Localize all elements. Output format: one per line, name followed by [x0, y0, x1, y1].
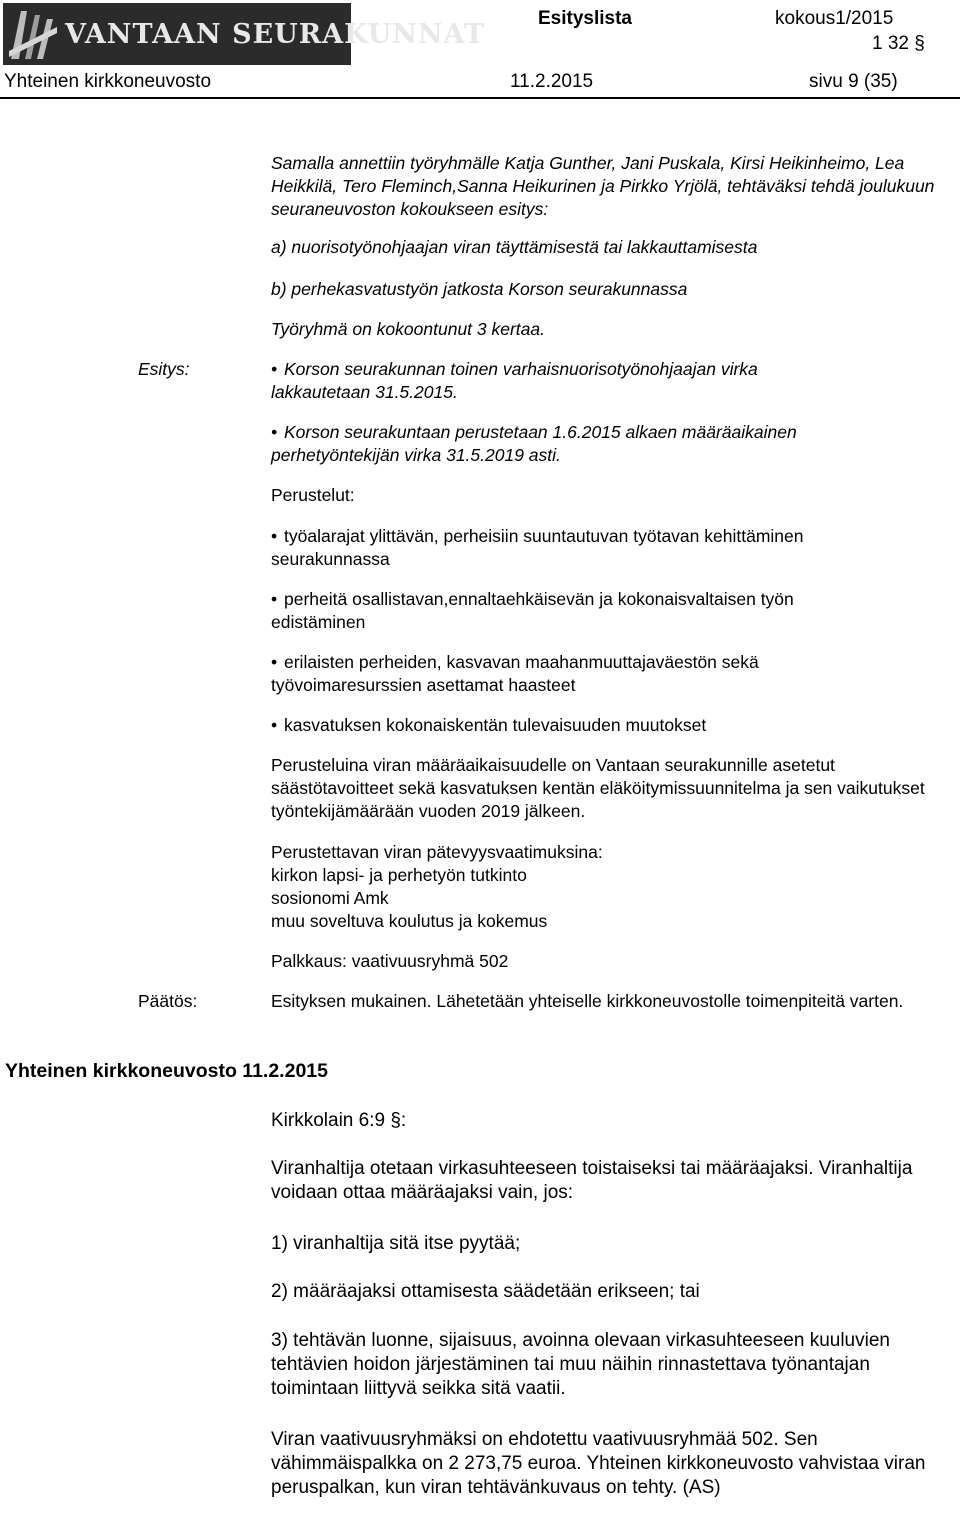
law-condition: 2) määräajaksi ottamisesta säädetään erikseen; tai: [271, 1281, 700, 1302]
requirement-item: muu soveltuva koulutus ja kokemus: [271, 911, 548, 931]
salary-line: Palkkaus: vaativuusryhmä 502: [271, 951, 509, 971]
proposal-bullet: [271, 358, 951, 404]
section-reference: 1 32 §: [872, 33, 925, 54]
proposal-bullet-line: • Korson seurakuntaan perustetaan 1.6.2015 alkaen määräaikainen: [284, 422, 797, 442]
organization-name: Yhteinen kirkkoneuvosto: [4, 71, 212, 92]
proposal-bullet-line: perhetyöntekijän virka 31.5.2019 asti.: [271, 445, 561, 465]
page-number: sivu 9 (35): [809, 71, 898, 92]
requirement-item: sosionomi Amk: [271, 888, 389, 908]
section-heading: Yhteinen kirkkoneuvosto 11.2.2015: [5, 1060, 328, 1082]
grounds-paragraph: Perusteluina viran määräaikaisuudelle on Vantaan seurakunnille asetetut säästötavoitteet sekä kasvatuksen kentän eläköitymissuunnitelma ja sen vaikutukset työntekijämäärään vuoden 2019 jälkeen.: [271, 755, 925, 821]
law-condition: 1) viranhaltija sitä itse pyytää;: [271, 1233, 521, 1254]
church-emblem-icon: [7, 5, 59, 63]
grounds-bullet-line: edistäminen: [271, 612, 366, 632]
grounds-bullet: [271, 525, 951, 571]
decision-label: Päätös:: [138, 991, 198, 1011]
intro-item-b: b) perhekasvatustyön jatkosta Korson seurakunnassa: [271, 279, 688, 299]
requirement-item: kirkon lapsi- ja perhetyön tutkinto: [271, 865, 527, 885]
proposal-bullet-line: • Korson seurakunnan toinen varhaisnuorisotyönohjaajan virka: [284, 359, 758, 379]
document-type: Esityslista: [538, 8, 632, 29]
decision-text: Esityksen mukainen. Lähetetään yhteiselle kirkkoneuvostolle toimenpiteitä varten.: [271, 991, 904, 1011]
intro-paragraph: Samalla annettiin työryhmälle Katja Gunther, Jani Puskala, Kirsi Heikinheimo, Lea Heikkilä, Tero Fleminch,Sanna Heikurinen ja Pirkko Yrjölä, tehtäväksi tehdä joulukuun seuraneuvoston kokoukseen esitys:: [271, 153, 935, 219]
proposal-bullet: [271, 421, 951, 467]
workgroup-note: Työryhmä on kokoontunut 3 kertaa.: [271, 319, 545, 339]
header-divider: [0, 97, 960, 99]
law-paragraph: Viranhaltija otetaan virkasuhteeseen toistaiseksi tai määräajaksi. Viranhaltija voidaan ottaa määräajaksi vain, jos:: [271, 1158, 913, 1203]
grounds-bullet-line: seurakunnassa: [271, 549, 390, 569]
grounds-bullet-line: • erilaisten perheiden, kasvavan maahanmuuttajaväestön sekä: [284, 652, 759, 672]
grounds-bullet-line: • työalarajat ylittävän, perheisiin suuntautuvan työtavan kehittäminen: [284, 526, 804, 546]
grounds-bullet: [271, 651, 951, 697]
meeting-date: 11.2.2015: [510, 71, 594, 92]
proposal-label: Esitys:: [138, 359, 190, 379]
organization-logo: [3, 3, 486, 65]
grounds-label: Perustelut:: [271, 485, 355, 505]
logo-wordmark: VANTAAN SEURAKUNNAT: [65, 19, 486, 50]
closing-paragraph: Viran vaativuusryhmäksi on ehdotettu vaativuusryhmää 502. Sen vähimmäispalkka on 2 273,75 euroa. Yhteinen kirkkoneuvosto vahvistaa viran peruspalkan, kun viran tehtävänkuvaus on tehty. (AS): [271, 1429, 926, 1498]
grounds-bullet-line: • perheitä osallistavan,ennaltaehkäisevän ja kokonaisvaltaisen työn: [284, 589, 794, 609]
grounds-bullet-line: • kasvatuksen kokonaiskentän tulevaisuuden muutokset: [284, 715, 707, 735]
grounds-bullet: [271, 714, 951, 737]
grounds-bullet-line: työvoimaresurssien asettamat haasteet: [271, 675, 576, 695]
law-reference: Kirkkolain 6:9 §:: [271, 1110, 407, 1131]
grounds-bullet: [271, 588, 951, 634]
law-condition: 3) tehtävän luonne, sijaisuus, avoinna olevaan virkasuhteeseen kuuluvien tehtävien hoidon järjestäminen tai muu näihin rinnastettava työnantajan toimintaan liittyvä seikka sitä vaatii.: [271, 1330, 890, 1399]
requirements-title: Perustettavan viran pätevyysvaatimuksina:: [271, 842, 603, 862]
proposal-bullet-line: lakkautetaan 31.5.2015.: [271, 382, 458, 402]
meeting-number: kokous1/2015: [775, 8, 894, 29]
intro-item-a: a) nuorisotyönohjaajan viran täyttämisestä tai lakkauttamisesta: [271, 237, 758, 257]
